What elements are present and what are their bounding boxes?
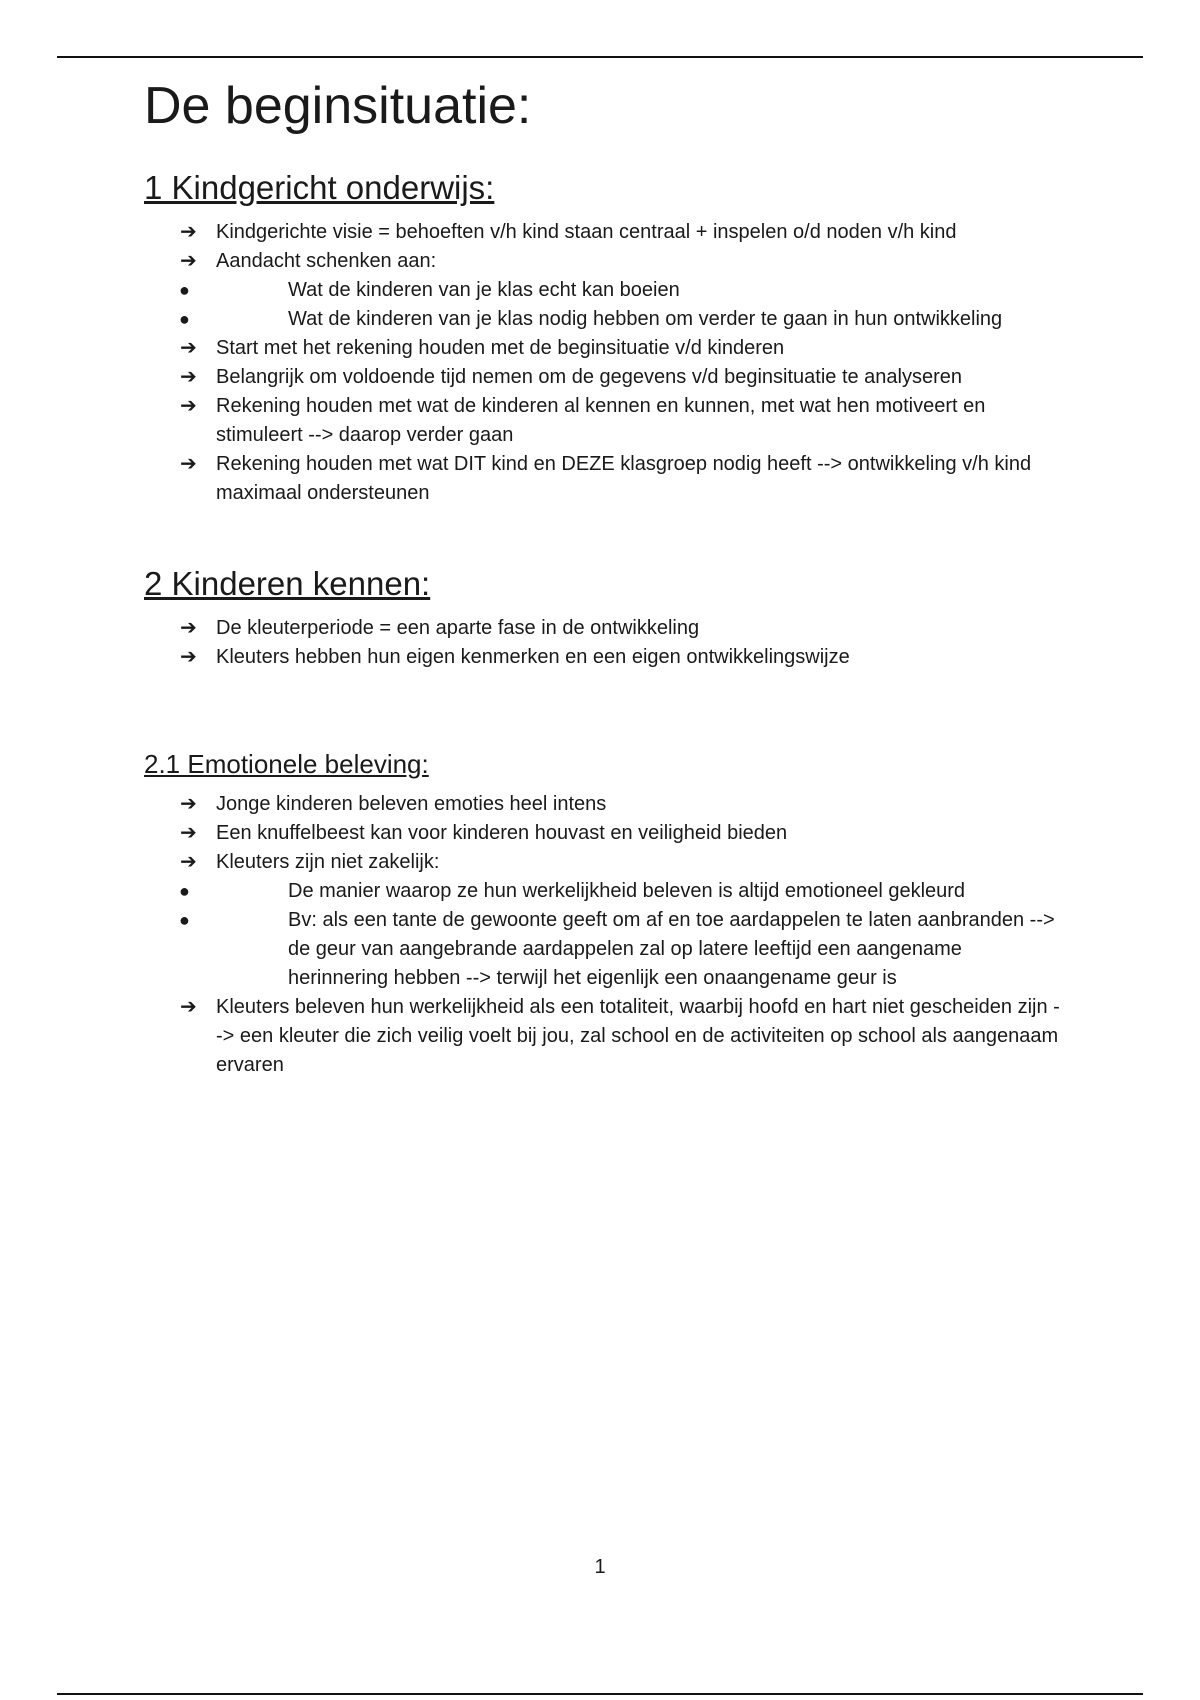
list-item: ➔ Kleuters hebben hun eigen kenmerken en een eigen ontwikkelingswijze: [144, 643, 1064, 672]
section-1-sublist: [144, 276, 1064, 334]
arrow-bullet-icon: ➔: [180, 366, 197, 388]
arrow-bullet-icon: ➔: [180, 793, 197, 815]
dot-bullet-icon: ●: [179, 280, 190, 300]
list-item: ➔ Aandacht schenken aan:: [144, 247, 1064, 276]
sublist-container: [144, 276, 1064, 334]
section-2-1-heading: 2.1 Emotionele beleving:: [144, 749, 429, 779]
page-content: [144, 66, 1064, 1080]
arrow-bullet-icon: ➔: [180, 453, 197, 475]
arrow-bullet-icon: ➔: [180, 617, 197, 639]
list-item: ➔ Jonge kinderen beleven emoties heel intens: [144, 790, 1064, 819]
page-title: De beginsituatie:: [144, 77, 532, 135]
arrow-bullet-icon: ➔: [180, 221, 197, 243]
list-item: ➔ Kleuters zijn niet zakelijk:: [144, 848, 1064, 877]
top-rule: [57, 56, 1143, 58]
arrow-bullet-icon: ➔: [180, 646, 197, 668]
section-2-heading: 2 Kinderen kennen:: [144, 565, 431, 602]
section-2-list: [144, 614, 1064, 672]
list-item: ➔ Rekening houden met wat DIT kind en DEZE klasgroep nodig heeft --> ontwikkeling v/h kind maximaal ondersteunen: [144, 450, 1064, 508]
list-item: ➔ Een knuffelbeest kan voor kinderen houvast en veiligheid bieden: [144, 819, 1064, 848]
list-item: ● Wat de kinderen van je klas nodig hebben om verder te gaan in hun ontwikkeling: [251, 305, 1064, 334]
list-item: ➔ Start met het rekening houden met de beginsituatie v/d kinderen: [144, 334, 1064, 363]
sublist-container: [144, 877, 1064, 993]
list-item: ● Wat de kinderen van je klas echt kan boeien: [251, 276, 1064, 305]
dot-bullet-icon: ●: [179, 910, 190, 930]
list-item: ● Bv: als een tante de gewoonte geeft om af en toe aardappelen te laten aanbranden --> de geur van aangebrande aardappelen zal op latere leeftijd een aangename herinnering hebben --> terwijl het eigenlijk een onaangename geur is: [251, 906, 1064, 993]
section-1-list: [144, 218, 1064, 508]
dot-bullet-icon: ●: [179, 309, 190, 329]
bottom-rule: [57, 1693, 1143, 1695]
dot-bullet-icon: ●: [179, 881, 190, 901]
list-item: ➔ Kleuters beleven hun werkelijkheid als een totaliteit, waarbij hoofd en hart niet gescheiden zijn --> een kleuter die zich veilig voelt bij jou, zal school en de activiteiten op school als aangenaam ervaren: [144, 993, 1064, 1080]
arrow-bullet-icon: ➔: [180, 395, 197, 417]
arrow-bullet-icon: ➔: [180, 250, 197, 272]
list-item: ➔ Rekening houden met wat de kinderen al kennen en kunnen, met wat hen motiveert en stimuleert --> daarop verder gaan: [144, 392, 1064, 450]
list-item: ● De manier waarop ze hun werkelijkheid beleven is altijd emotioneel gekleurd: [251, 877, 1064, 906]
page-number: 1: [594, 1556, 606, 1578]
arrow-bullet-icon: ➔: [180, 822, 197, 844]
section-2-1-sublist: [144, 877, 1064, 993]
arrow-bullet-icon: ➔: [180, 851, 197, 873]
list-item: ➔ De kleuterperiode = een aparte fase in de ontwikkeling: [144, 614, 1064, 643]
section-1-heading: 1 Kindgericht onderwijs:: [144, 169, 495, 206]
list-item: ➔ Belangrijk om voldoende tijd nemen om de gegevens v/d beginsituatie te analyseren: [144, 363, 1064, 392]
arrow-bullet-icon: ➔: [180, 337, 197, 359]
section-2-1-list: [144, 790, 1064, 1080]
arrow-bullet-icon: ➔: [180, 996, 197, 1018]
list-item: ➔ Kindgerichte visie = behoeften v/h kind staan centraal + inspelen o/d noden v/h kind: [144, 218, 1064, 247]
